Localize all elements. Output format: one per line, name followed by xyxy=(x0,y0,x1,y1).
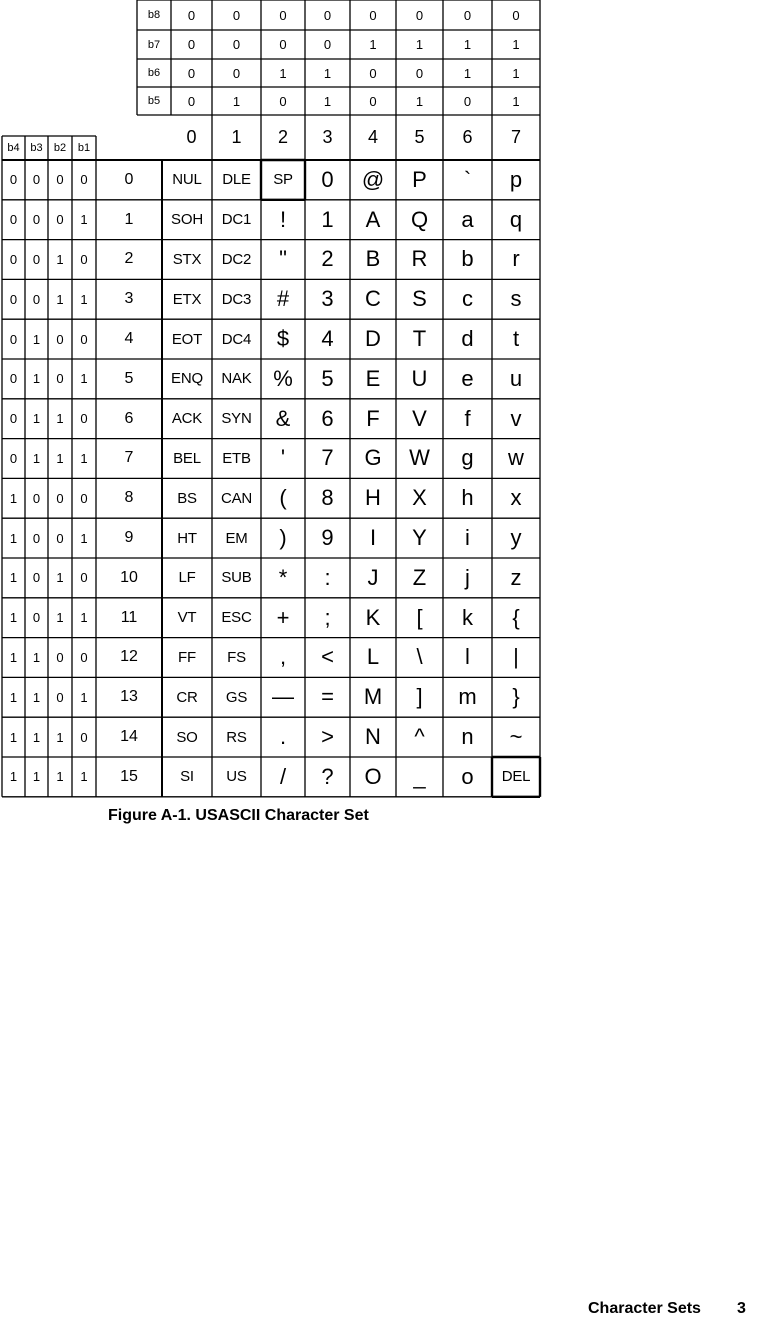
character-cell: s xyxy=(510,286,522,312)
character-cell: & xyxy=(275,405,291,431)
row-bit-value: 0 xyxy=(32,570,41,586)
column-bit-label: b6 xyxy=(147,67,161,79)
row-number: 6 xyxy=(124,409,134,427)
character-cell: h xyxy=(461,485,474,511)
row-bit-value: 0 xyxy=(9,411,18,427)
row-bit-value: 1 xyxy=(32,769,41,785)
character-cell: ) xyxy=(279,525,287,551)
character-cell: HT xyxy=(177,529,197,547)
character-cell: b xyxy=(461,246,474,272)
row-bit-value: 1 xyxy=(9,610,18,626)
column-bit-label: b8 xyxy=(147,9,161,21)
row-bit-value: 1 xyxy=(9,649,18,665)
character-cell: DC1 xyxy=(221,211,252,229)
character-cell: SOH xyxy=(171,211,203,229)
row-bit-value: 0 xyxy=(9,251,18,267)
character-cell: > xyxy=(321,724,334,750)
character-cell: l xyxy=(465,644,470,670)
character-cell: ? xyxy=(321,763,334,789)
row-number: 1 xyxy=(124,210,134,228)
row-bit-value: 1 xyxy=(9,769,18,785)
row-bit-value: 1 xyxy=(32,450,41,466)
character-cell: e xyxy=(461,365,474,391)
column-number: 4 xyxy=(367,127,378,147)
column-bit-value: 0 xyxy=(463,7,472,23)
character-cell: f xyxy=(464,405,471,431)
character-cell: m xyxy=(458,684,477,710)
character-cell: x xyxy=(510,485,522,511)
character-cell: GS xyxy=(225,688,248,706)
row-bit-value: 1 xyxy=(80,610,88,626)
row-bit-value: 1 xyxy=(9,689,18,705)
column-bit-value: 0 xyxy=(232,7,241,23)
character-cell: % xyxy=(273,365,293,391)
character-cell: @ xyxy=(361,166,385,192)
column-bit-value: 0 xyxy=(187,37,196,52)
row-bit-value: 1 xyxy=(32,411,41,427)
row-bit-value: 0 xyxy=(32,610,41,626)
character-cell: / xyxy=(279,763,287,789)
column-bit-value: 0 xyxy=(279,93,287,109)
character-cell: $ xyxy=(276,326,290,352)
character-cell: + xyxy=(276,604,290,630)
column-number: 3 xyxy=(322,127,333,147)
character-cell: O xyxy=(364,763,382,789)
character-cell: RS xyxy=(226,728,247,746)
character-cell: : xyxy=(324,564,331,590)
character-cell: ! xyxy=(279,206,287,232)
row-bit-value: 0 xyxy=(56,490,64,506)
row-bit-value: 1 xyxy=(80,212,88,228)
character-cell: " xyxy=(279,246,287,272)
row-bit-value: 0 xyxy=(56,530,64,546)
row-bit-value: 0 xyxy=(56,212,64,228)
row-bit-value: 0 xyxy=(9,172,18,188)
figure-caption: Figure A-1. USASCII Character Set xyxy=(108,807,369,824)
row-bit-value: 0 xyxy=(9,291,18,307)
row-bit-label: b2 xyxy=(53,142,67,154)
character-cell: SO xyxy=(176,728,198,746)
character-cell: K xyxy=(365,604,381,630)
character-cell: [ xyxy=(416,604,423,630)
row-bit-value: 1 xyxy=(32,371,41,387)
character-cell: _ xyxy=(413,763,426,789)
character-cell: ACK xyxy=(171,410,203,428)
character-cell: < xyxy=(321,644,334,670)
column-bit-value: 1 xyxy=(415,37,424,52)
column-bit-value: 0 xyxy=(512,7,520,23)
row-number: 12 xyxy=(120,648,138,666)
column-number: 0 xyxy=(186,127,197,147)
character-cell: A xyxy=(365,206,381,232)
row-number: 10 xyxy=(120,568,138,586)
character-cell: \ xyxy=(416,644,423,670)
character-cell: k xyxy=(462,604,473,630)
character-cell: y xyxy=(510,525,522,551)
character-cell: B xyxy=(365,246,381,272)
row-bit-value: 1 xyxy=(56,450,64,466)
column-bit-value: 0 xyxy=(279,7,287,23)
column-bit-value: 1 xyxy=(463,37,472,52)
character-cell: 7 xyxy=(321,445,334,471)
row-bit-value: 1 xyxy=(56,610,64,626)
character-cell: P xyxy=(412,166,427,192)
character-cell: v xyxy=(510,405,522,431)
column-bit-value: 1 xyxy=(369,37,377,52)
character-cell: EM xyxy=(225,529,248,547)
character-cell: u xyxy=(509,365,523,391)
row-bit-value: 0 xyxy=(80,411,88,427)
character-cell: U xyxy=(411,365,428,391)
footer-page-number: 3 xyxy=(737,1300,746,1317)
character-cell: SYN xyxy=(221,410,252,428)
row-bit-value: 0 xyxy=(80,729,88,745)
character-cell: FS xyxy=(227,648,246,666)
row-bit-value: 1 xyxy=(32,331,41,347)
character-cell: T xyxy=(412,326,427,352)
character-cell: r xyxy=(512,246,520,272)
character-cell: SP xyxy=(273,171,293,189)
row-number: 8 xyxy=(124,489,134,507)
column-number: 6 xyxy=(462,127,473,147)
row-bit-value: 0 xyxy=(9,450,18,466)
row-bit-value: 1 xyxy=(56,570,64,586)
character-cell: CR xyxy=(176,688,198,706)
column-bit-value: 1 xyxy=(279,65,287,81)
column-bit-value: 0 xyxy=(369,7,377,23)
row-bit-value: 1 xyxy=(9,490,18,506)
column-bit-label: b7 xyxy=(147,38,161,51)
character-cell: H xyxy=(365,485,381,511)
column-bit-value: 0 xyxy=(279,37,287,52)
row-number: 3 xyxy=(124,290,134,308)
row-bit-value: 1 xyxy=(56,769,64,785)
character-cell: t xyxy=(512,326,520,352)
column-number: 2 xyxy=(277,127,288,147)
character-cell: ESC xyxy=(221,609,252,627)
character-cell: { xyxy=(512,604,520,630)
character-cell: } xyxy=(512,684,520,710)
row-bit-value: 1 xyxy=(56,729,64,745)
row-bit-value: 1 xyxy=(56,291,64,307)
character-cell: S xyxy=(412,286,427,312)
character-cell: SI xyxy=(180,768,194,786)
row-bit-value: 1 xyxy=(32,729,41,745)
row-bit-value: 0 xyxy=(32,490,41,506)
row-bit-value: 0 xyxy=(56,371,64,387)
row-bit-value: 1 xyxy=(9,530,18,546)
character-cell: ' xyxy=(280,445,286,471)
column-bit-value: 0 xyxy=(187,93,196,109)
character-cell: 9 xyxy=(321,525,334,551)
character-cell: NAK xyxy=(221,370,252,388)
row-bit-value: 0 xyxy=(80,570,88,586)
row-bit-label: b3 xyxy=(30,142,43,154)
character-cell: I xyxy=(369,525,377,551)
character-cell: X xyxy=(412,485,427,511)
column-bit-value: 0 xyxy=(187,65,196,81)
row-bit-value: 0 xyxy=(9,331,18,347)
character-cell: W xyxy=(409,445,430,471)
column-bit-value: 0 xyxy=(232,37,241,52)
row-bit-value: 1 xyxy=(56,251,64,267)
character-cell: ~ xyxy=(509,724,523,750)
character-cell: BEL xyxy=(173,449,201,467)
row-number: 13 xyxy=(120,688,138,706)
column-bit-value: 1 xyxy=(512,65,520,81)
row-bit-value: 0 xyxy=(56,689,64,705)
column-bit-value: 0 xyxy=(415,7,424,23)
character-cell: SUB xyxy=(221,569,252,587)
character-cell: V xyxy=(412,405,427,431)
character-cell: STX xyxy=(172,250,202,268)
row-number: 2 xyxy=(124,250,134,268)
row-bit-label: b1 xyxy=(77,142,91,154)
row-number: 0 xyxy=(124,170,134,188)
character-cell: Y xyxy=(412,525,427,551)
row-bit-value: 1 xyxy=(80,530,88,546)
character-cell: US xyxy=(226,768,247,786)
character-cell: | xyxy=(513,644,519,670)
row-bit-value: 0 xyxy=(32,291,41,307)
character-cell: 0 xyxy=(321,166,334,192)
character-cell: q xyxy=(509,206,523,232)
row-bit-value: 1 xyxy=(80,450,88,466)
character-cell: j xyxy=(465,564,470,590)
row-bit-value: 0 xyxy=(9,371,18,387)
character-cell: LF xyxy=(178,569,196,587)
row-number: 9 xyxy=(124,529,134,547)
character-cell: E xyxy=(365,365,381,391)
footer-section: Character Sets xyxy=(588,1300,701,1317)
column-bit-value: 1 xyxy=(323,93,332,109)
character-cell: ^ xyxy=(414,724,425,750)
character-cell: * xyxy=(278,564,288,590)
character-cell: p xyxy=(509,166,523,192)
row-bit-value: 1 xyxy=(32,649,41,665)
column-bit-value: 0 xyxy=(323,37,332,52)
character-cell: = xyxy=(321,684,334,710)
column-bit-value: 0 xyxy=(463,93,472,109)
row-bit-value: 0 xyxy=(32,212,41,228)
row-bit-value: 1 xyxy=(9,570,18,586)
character-cell: VT xyxy=(177,609,197,627)
character-cell: 3 xyxy=(321,286,334,312)
row-bit-value: 0 xyxy=(80,490,88,506)
row-bit-value: 0 xyxy=(80,172,88,188)
character-cell: c xyxy=(462,286,473,312)
column-bit-value: 0 xyxy=(369,93,377,109)
row-bit-value: 0 xyxy=(32,172,41,188)
character-cell: EOT xyxy=(171,330,203,348)
character-cell: # xyxy=(276,286,290,312)
character-cell: ETX xyxy=(172,290,202,308)
character-cell: D xyxy=(365,326,381,352)
character-cell: . xyxy=(279,724,287,750)
row-bit-value: 0 xyxy=(9,212,18,228)
column-bit-value: 0 xyxy=(415,65,424,81)
character-cell: C xyxy=(365,286,381,312)
row-bit-value: 1 xyxy=(80,689,88,705)
character-cell: F xyxy=(366,405,380,431)
character-cell: i xyxy=(465,525,470,551)
column-bit-label: b5 xyxy=(147,95,161,107)
column-bit-value: 1 xyxy=(415,93,424,109)
character-cell: DC3 xyxy=(221,290,252,308)
character-cell: g xyxy=(461,445,474,471)
character-cell: 6 xyxy=(321,405,334,431)
row-bit-value: 0 xyxy=(56,649,64,665)
row-bit-value: 0 xyxy=(56,172,64,188)
column-bit-value: 0 xyxy=(323,7,332,23)
character-cell: DLE xyxy=(222,171,251,189)
column-bit-value: 0 xyxy=(369,65,377,81)
row-number: 15 xyxy=(120,767,138,785)
character-cell: ETB xyxy=(222,449,251,467)
column-bit-value: 1 xyxy=(232,93,241,109)
row-bit-value: 1 xyxy=(56,411,64,427)
row-bit-value: 0 xyxy=(80,251,88,267)
character-cell: FF xyxy=(178,648,196,666)
character-cell: BS xyxy=(177,489,197,507)
row-number: 4 xyxy=(124,330,134,348)
character-cell: N xyxy=(365,724,381,750)
character-cell: 5 xyxy=(321,365,334,391)
character-cell: DC4 xyxy=(221,330,252,348)
character-cell: a xyxy=(461,206,474,232)
character-cell: ` xyxy=(463,166,472,192)
character-cell: L xyxy=(366,644,380,670)
column-bit-value: 1 xyxy=(463,65,472,81)
character-cell: w xyxy=(508,445,524,471)
character-cell: 1 xyxy=(321,206,334,232)
row-number: 7 xyxy=(124,449,134,467)
column-bit-value: 1 xyxy=(323,65,332,81)
row-bit-value: 1 xyxy=(9,729,18,745)
character-cell: d xyxy=(461,326,474,352)
character-cell: o xyxy=(461,763,474,789)
character-cell: — xyxy=(272,684,294,710)
column-bit-value: 0 xyxy=(187,7,196,23)
row-bit-value: 1 xyxy=(32,689,41,705)
character-cell: z xyxy=(510,564,522,590)
character-cell: 8 xyxy=(321,485,334,511)
column-bit-value: 1 xyxy=(512,93,520,109)
row-bit-value: 0 xyxy=(80,649,88,665)
character-cell: 4 xyxy=(321,326,334,352)
character-cell: n xyxy=(461,724,474,750)
row-bit-value: 1 xyxy=(80,769,88,785)
column-number: 5 xyxy=(414,127,425,147)
character-cell: DC2 xyxy=(221,250,252,268)
character-cell: CAN xyxy=(220,489,253,507)
column-number: 1 xyxy=(231,127,242,147)
character-cell: ; xyxy=(324,604,331,630)
row-bit-label: b4 xyxy=(7,142,20,154)
row-bit-value: 0 xyxy=(32,530,41,546)
row-bit-value: 1 xyxy=(80,291,88,307)
row-number: 5 xyxy=(124,369,134,387)
row-bit-value: 0 xyxy=(56,331,64,347)
character-cell: Z xyxy=(412,564,427,590)
column-number: 7 xyxy=(510,127,521,147)
character-cell: 2 xyxy=(321,246,334,272)
character-cell: DEL xyxy=(501,768,531,786)
row-bit-value: 0 xyxy=(32,251,41,267)
character-cell: G xyxy=(364,445,382,471)
character-cell: , xyxy=(279,644,287,670)
character-cell: J xyxy=(367,564,379,590)
column-bit-value: 1 xyxy=(512,37,520,52)
row-number: 11 xyxy=(120,608,138,626)
column-bit-value: 0 xyxy=(232,65,241,81)
character-cell: M xyxy=(363,684,383,710)
row-bit-value: 1 xyxy=(80,371,88,387)
character-cell: ] xyxy=(416,684,423,710)
character-cell: ( xyxy=(279,485,287,511)
row-number: 14 xyxy=(120,728,138,746)
row-bit-value: 0 xyxy=(80,331,88,347)
character-cell: R xyxy=(411,246,428,272)
character-cell: NUL xyxy=(172,171,202,189)
character-cell: ENQ xyxy=(171,370,203,388)
character-cell: Q xyxy=(410,206,429,232)
